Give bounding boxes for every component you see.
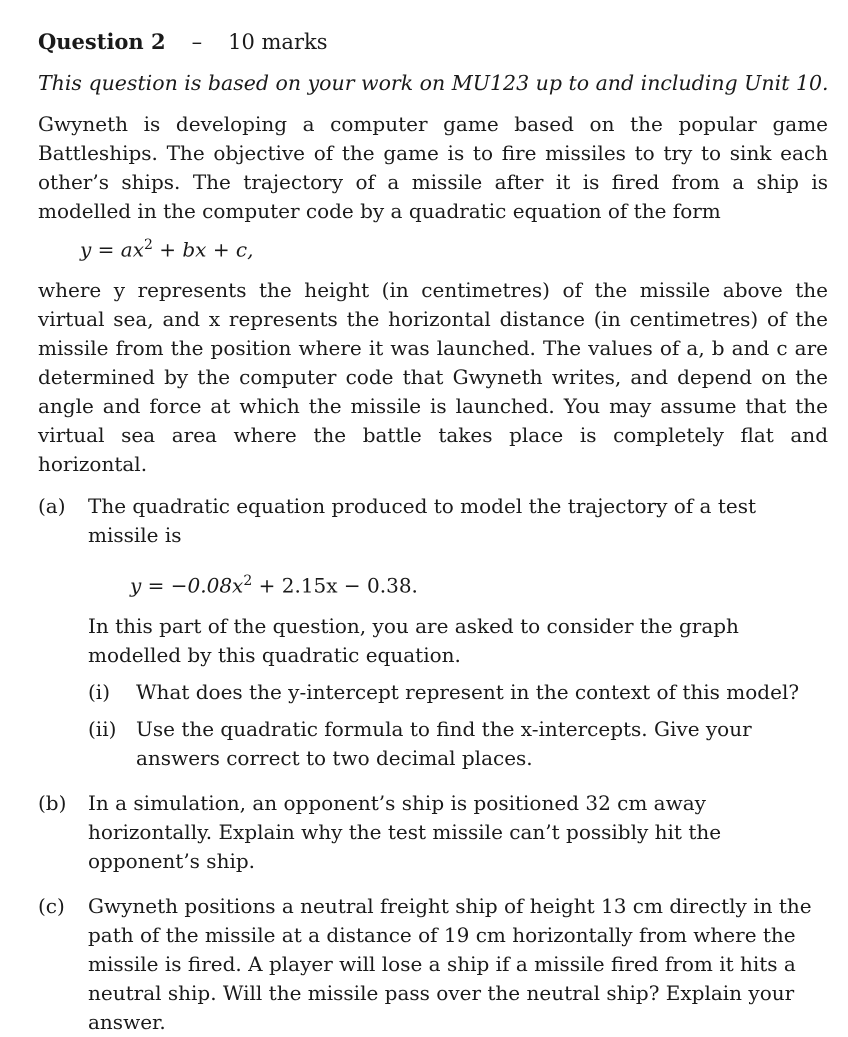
part-a-ii [88,715,828,773]
part-a-equation-rhs: + 2.15x − 0.38. [252,573,418,598]
part-a [38,492,828,773]
part-a-equation-lhs: y = −0.08x [130,573,244,598]
part-b-label: (b) [38,791,67,815]
part-a-i [88,678,828,707]
part-a-equation [130,566,828,608]
question-intro: This question is based on your work on MU123 up to and including Unit 10. [38,71,829,95]
part-a-ii-text: Use the quadratic formula to find the x-intercepts. Give your answers correct to two decimal places. [136,717,752,770]
general-equation-exponent: 2 [143,237,153,253]
part-a-followup: In this part of the question, you are asked to consider the graph modelled by this quadratic equation. [88,614,739,667]
part-a-i-text: What does the y-intercept represent in the context of this model? [136,680,800,704]
part-c-label: (c) [38,894,65,918]
general-equation-lhs: y = ax [80,237,144,262]
part-a-label: (a) [38,494,66,518]
question-body: Gwyneth is developing a computer game based on the popular game Battleships. The objective of the game is to fire missiles to try to sink each other’s ships. The trajectory of a missile after it is fired from a ship is modelled in the computer code by a quadratic equation of the form [38,112,828,223]
question-page [38,28,828,1037]
part-a-ii-label: (ii) [88,717,117,741]
heading-dash: – [191,30,203,54]
general-equation-rhs: + bx + c, [152,237,254,262]
question-marks: 10 marks [228,30,328,54]
part-a-equation-exponent: 2 [243,573,253,589]
question-body-2: where y represents the height (in centimetres) of the missile above the virtual sea, and x represents the horizontal distance (in centimetres) of the missile from the position where it was launched. The values of a, b and c are determined by the computer code that Gwyneth writes, and depend on the angle and force at which the missile is launched. You may assume that the virtual sea area where the battle takes place is completely flat and horizontal. [38,278,828,476]
part-b [38,789,828,876]
part-a-i-label: (i) [88,680,111,704]
part-b-text: In a simulation, an opponent’s ship is positioned 32 cm away horizontally. Explain why the test missile can’t possibly hit the opponent’s ship. [88,791,722,873]
part-c [38,892,828,1037]
question-title: Question 2 [38,29,166,54]
part-c-text: Gwyneth positions a neutral freight ship of height 13 cm directly in the path of the missile at a distance of 19 cm horizontally from where the missile is fired. A player will lose a ship if a missile fired from it hits a neutral ship. Will the missile pass over the neutral ship? Explain your answer. [88,894,812,1034]
question-heading [38,28,828,58]
general-equation [80,230,828,276]
part-a-text: The quadratic equation produced to model the trajectory of a test missile is [88,494,756,547]
